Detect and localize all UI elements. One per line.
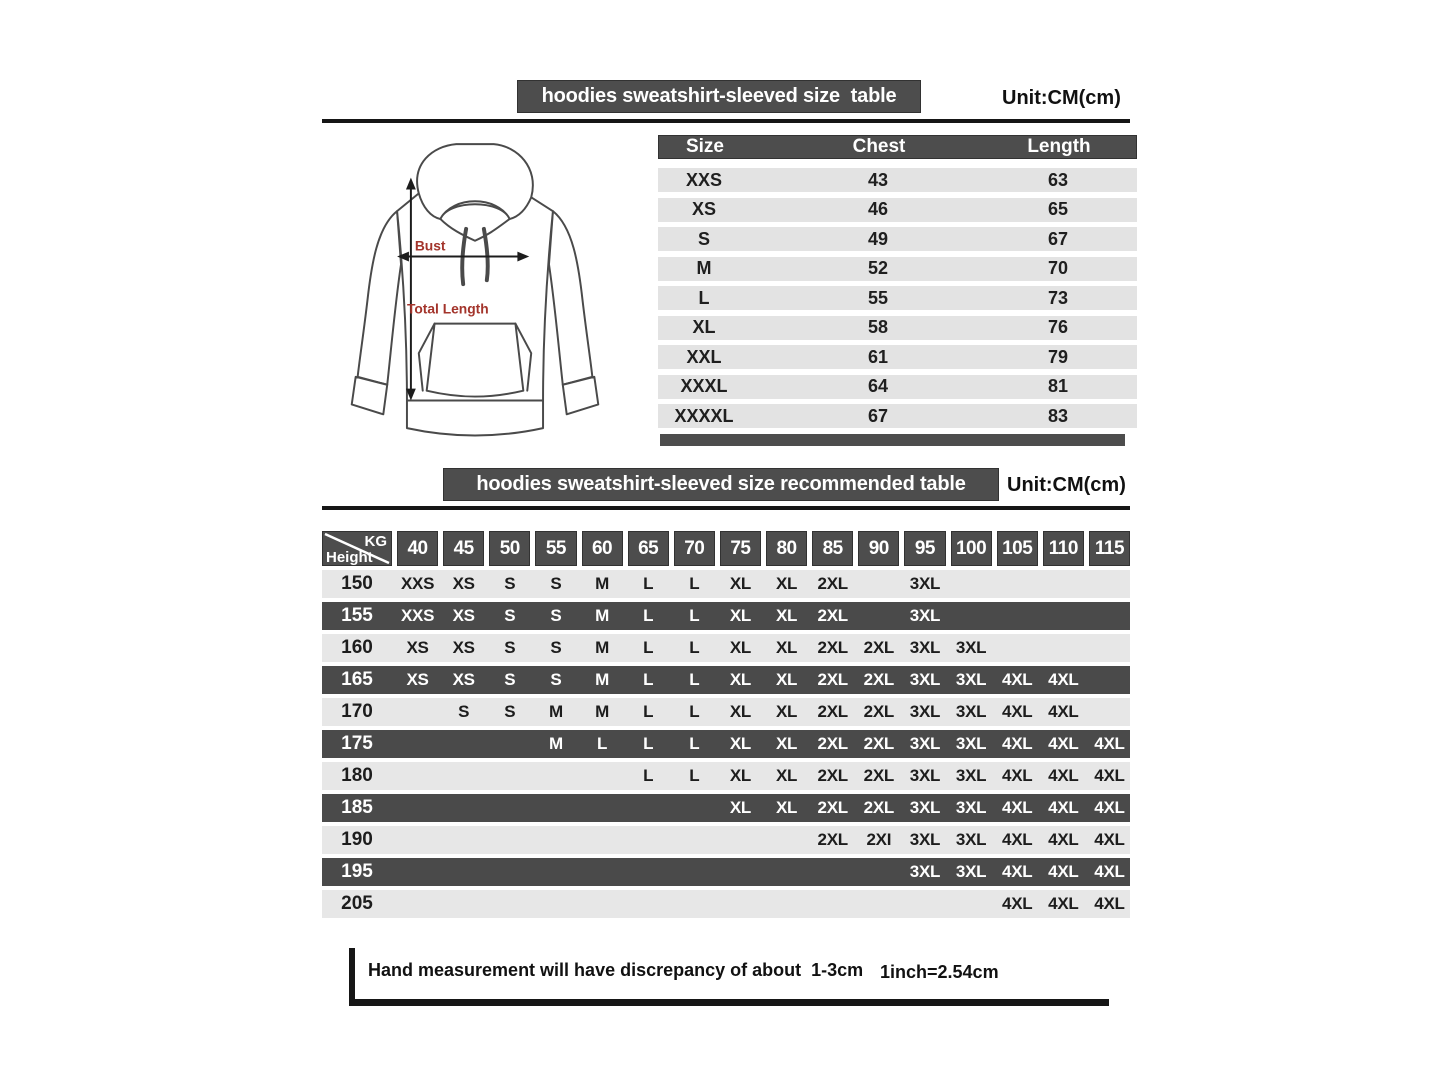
weight-column-header: 70	[674, 531, 715, 566]
height-label: 195	[341, 861, 373, 882]
size-recommendation-cell: S	[504, 670, 516, 689]
chest-cell: 61	[867, 346, 889, 367]
weight-column-header: 95	[904, 531, 945, 566]
hoodie-pocket	[427, 324, 524, 397]
size-recommendation-cell: M	[595, 702, 609, 721]
recommended-table-rows	[322, 570, 1130, 918]
unit-label-bottom: Unit:CM(cm)	[1007, 474, 1126, 496]
weight-column-header: 75	[720, 531, 761, 566]
size-recommendation-cell: L	[689, 670, 700, 689]
size-table-row	[658, 198, 1137, 222]
size-recommendation-cell: 3XL	[909, 798, 941, 817]
size-recommendation-cell: 4XL	[1002, 734, 1033, 753]
size-recommendation-cell: XL	[776, 734, 798, 753]
chest-cell: 58	[867, 317, 889, 337]
size-recommendation-cell: XL	[776, 702, 798, 721]
size-recommendation-cell: L	[643, 702, 654, 721]
size-recommendation-cell: L	[689, 606, 700, 625]
size-table-title: hoodies sweatshirt-sleeved size table	[541, 85, 897, 107]
size-cell: XS	[691, 199, 716, 219]
column-header-length: Length	[1027, 136, 1091, 157]
size-recommendation-cell: 3XL	[955, 734, 987, 753]
size-recommendation-cell: L	[597, 734, 608, 753]
size-recommendation-cell: 3XL	[909, 702, 941, 721]
size-table-row	[658, 168, 1137, 192]
measurement-note: Hand measurement will have discrepancy of about 1-3cm	[368, 960, 864, 980]
size-table-header	[658, 135, 1137, 159]
size-table	[658, 135, 1137, 446]
size-recommendation-cell: S	[550, 606, 562, 625]
size-table-row	[658, 404, 1137, 428]
bust-label: Bust	[414, 238, 446, 254]
size-recommendation-cell: XS	[452, 574, 475, 593]
size-recommendation-cell: 2XL	[863, 734, 894, 753]
size-recommendation-cell: 4XL	[1094, 862, 1125, 881]
size-recommendation-cell: XL	[776, 670, 798, 689]
divider-line-top	[322, 119, 1130, 123]
size-recommendation-cell: L	[689, 574, 700, 593]
hoodie-left-cuff	[352, 377, 388, 414]
size-recommendation-cell: 2XL	[817, 638, 848, 657]
size-recommendation-cell: XS	[452, 638, 475, 657]
recommended-row	[322, 666, 1130, 694]
recommended-row	[322, 602, 1130, 630]
size-table-row	[658, 286, 1137, 310]
chest-cell: 49	[867, 228, 889, 249]
inch-conversion-note: 1inch=2.54cm	[880, 962, 999, 982]
height-label: 150	[341, 573, 373, 594]
recommended-row	[322, 730, 1130, 758]
recommended-row	[322, 634, 1130, 662]
size-recommendation-cell: 2XL	[863, 766, 894, 785]
chest-cell: 67	[867, 405, 889, 426]
size-recommendation-cell: 3XL	[955, 670, 987, 689]
size-table-rows	[658, 168, 1137, 428]
size-recommendation-cell: 4XL	[1048, 670, 1079, 689]
weight-column-header: 65	[628, 531, 669, 566]
size-recommendation-cell: L	[689, 766, 700, 785]
size-recommendation-cell: 4XL	[1002, 830, 1033, 849]
recommended-table	[322, 531, 1130, 918]
height-label: 180	[341, 765, 373, 786]
size-recommendation-cell: M	[549, 702, 563, 721]
weight-column-header: 50	[489, 531, 530, 566]
length-cell: 70	[1047, 258, 1069, 278]
weight-column-header: 100	[951, 531, 992, 566]
size-recommendation-cell: 2XL	[863, 702, 894, 721]
size-recommendation-cell: 4XL	[1002, 670, 1033, 689]
size-recommendation-cell: XL	[776, 574, 798, 593]
corner-kg-label: KG	[364, 533, 387, 550]
size-recommendation-cell: XL	[729, 766, 751, 785]
hoodie-right-cuff	[563, 377, 599, 414]
size-recommendation-cell: XL	[776, 638, 798, 657]
kg-height-corner-cell	[322, 531, 392, 566]
height-label: 185	[341, 797, 373, 818]
footer-left-bar	[349, 948, 355, 1002]
size-recommendation-cell: L	[643, 606, 654, 625]
size-recommendation-cell: L	[643, 574, 654, 593]
size-recommendation-cell: S	[550, 574, 562, 593]
size-recommendation-cell: 3XL	[955, 830, 987, 849]
size-recommendation-cell: XL	[729, 574, 751, 593]
size-recommendation-cell: M	[595, 606, 609, 625]
size-recommendation-cell: XXS	[401, 606, 435, 625]
weight-column-header: 45	[443, 531, 484, 566]
length-cell: 83	[1047, 405, 1069, 426]
size-recommendation-cell: 4XL	[1048, 798, 1079, 817]
size-recommendation-cell: 2XL	[817, 702, 848, 721]
height-label: 160	[341, 637, 373, 658]
hoodie-right-sleeve	[549, 211, 592, 385]
size-recommendation-cell: 4XL	[1048, 894, 1079, 913]
size-recommendation-cell: 4XL	[1002, 798, 1033, 817]
size-recommendation-cell: 4XL	[1002, 894, 1033, 913]
size-recommendation-cell: 4XL	[1002, 766, 1033, 785]
size-recommendation-cell: XL	[729, 670, 751, 689]
recommended-row	[322, 570, 1130, 598]
recommended-row	[322, 794, 1130, 822]
weight-column-header: 115	[1089, 531, 1130, 566]
size-cell: M	[696, 258, 712, 278]
height-label: 205	[341, 893, 373, 914]
hoodie-diagram	[332, 133, 618, 455]
size-recommendation-cell: XS	[452, 670, 475, 689]
hoodie-hem	[407, 401, 543, 436]
size-recommendation-cell: 3XL	[909, 670, 941, 689]
corner-height-label: Height	[326, 549, 373, 566]
recommended-row	[322, 826, 1130, 854]
size-recommendation-cell: S	[550, 670, 562, 689]
hoodie-left-sleeve	[358, 211, 401, 385]
size-recommendation-cell: 3XL	[909, 574, 941, 593]
length-cell: 81	[1047, 376, 1069, 396]
size-table-bottom-bar	[660, 434, 1125, 446]
size-recommendation-cell: XS	[452, 606, 475, 625]
size-recommendation-cell: 2XI	[866, 830, 892, 849]
size-recommendation-cell: 3XL	[909, 638, 941, 657]
column-header-chest: Chest	[852, 136, 906, 157]
size-recommendation-cell: S	[504, 606, 516, 625]
size-table-title-bar	[517, 80, 921, 113]
chest-cell: 52	[867, 258, 889, 278]
chest-cell: 43	[867, 169, 889, 190]
size-recommendation-cell: 3XL	[909, 606, 941, 625]
size-recommendation-cell: XL	[729, 702, 751, 721]
size-recommendation-cell: 4XL	[1048, 830, 1079, 849]
size-recommendation-cell: 3XL	[909, 862, 941, 881]
unit-label-top: Unit:CM(cm)	[1002, 87, 1121, 109]
weight-column-header: 80	[766, 531, 807, 566]
size-recommendation-cell: 4XL	[1094, 830, 1125, 849]
size-recommendation-cell: M	[549, 734, 563, 753]
size-recommendation-cell: L	[689, 734, 700, 753]
size-cell: XXL	[686, 346, 722, 367]
size-recommendation-cell: 4XL	[1094, 798, 1125, 817]
size-recommendation-cell: 4XL	[1094, 894, 1125, 913]
size-recommendation-cell: 3XL	[909, 734, 941, 753]
size-recommendation-cell: L	[689, 638, 700, 657]
size-recommendation-cell: S	[504, 702, 516, 721]
size-recommendation-cell: S	[550, 638, 562, 657]
size-recommendation-cell: 3XL	[909, 830, 941, 849]
size-recommendation-cell: XL	[729, 798, 751, 817]
size-cell: XXXL	[680, 376, 728, 396]
size-recommendation-cell: 4XL	[1048, 766, 1079, 785]
total-length-label: Total Length	[406, 301, 489, 317]
size-recommendation-cell: 4XL	[1048, 702, 1079, 721]
size-recommendation-cell: 2XL	[863, 638, 894, 657]
size-recommendation-cell: L	[643, 638, 654, 657]
size-recommendation-cell: L	[689, 702, 700, 721]
size-recommendation-cell: 2XL	[817, 606, 848, 625]
length-cell: 63	[1047, 169, 1069, 190]
size-recommendation-cell: 3XL	[955, 638, 987, 657]
recommended-row	[322, 762, 1130, 790]
size-recommendation-cell: 2XL	[817, 574, 848, 593]
height-label: 175	[341, 733, 373, 754]
size-recommendation-cell: XXS	[401, 574, 435, 593]
size-table-row	[658, 375, 1137, 399]
size-recommendation-cell: XL	[776, 798, 798, 817]
size-cell: XXS	[685, 169, 723, 190]
weight-column-header: 55	[535, 531, 576, 566]
size-recommendation-cell: 2XL	[863, 670, 894, 689]
chest-cell: 55	[867, 287, 889, 308]
height-label: 165	[341, 669, 373, 690]
size-recommendation-cell: L	[643, 766, 654, 785]
size-recommendation-cell: M	[595, 574, 609, 593]
length-cell: 67	[1047, 228, 1069, 249]
size-recommendation-cell: 3XL	[955, 766, 987, 785]
size-table-row	[658, 227, 1137, 251]
size-recommendation-cell: 4XL	[1002, 702, 1033, 721]
chest-cell: 64	[867, 376, 889, 396]
chest-cell: 46	[867, 199, 889, 219]
weight-column-header: 85	[812, 531, 853, 566]
recommended-table-title: hoodies sweatshirt-sleeved size recommended table	[476, 473, 966, 495]
weight-column-header: 105	[997, 531, 1038, 566]
weight-column-header: 40	[397, 531, 438, 566]
recommended-row	[322, 698, 1130, 726]
size-recommendation-cell: 4XL	[1094, 766, 1125, 785]
size-recommendation-cell: XL	[729, 606, 751, 625]
size-table-row	[658, 345, 1137, 369]
size-recommendation-cell: 3XL	[955, 702, 987, 721]
size-recommendation-cell: XL	[776, 606, 798, 625]
size-recommendation-cell: XL	[729, 638, 751, 657]
size-recommendation-cell: 2XL	[817, 798, 848, 817]
size-cell: XXXXL	[674, 405, 734, 426]
divider-line-bottom	[322, 506, 1130, 510]
size-recommendation-cell: S	[504, 638, 516, 657]
size-recommendation-cell: 2XL	[817, 830, 848, 849]
weight-column-header: 90	[858, 531, 899, 566]
recommended-table-title-bar	[443, 468, 999, 501]
size-recommendation-cell: XS	[406, 670, 429, 689]
height-label: 170	[341, 701, 373, 722]
height-label: 155	[341, 605, 373, 626]
size-recommendation-cell: 3XL	[955, 798, 987, 817]
length-cell: 76	[1047, 317, 1069, 337]
recommended-row	[322, 890, 1130, 918]
recommended-table-header	[322, 531, 1130, 566]
size-recommendation-cell: L	[643, 670, 654, 689]
size-table-row	[658, 316, 1137, 340]
size-recommendation-cell: S	[504, 574, 516, 593]
height-label: 190	[341, 829, 373, 850]
size-recommendation-cell: L	[643, 734, 654, 753]
length-cell: 79	[1047, 346, 1069, 367]
size-recommendation-cell: 3XL	[909, 766, 941, 785]
length-cell: 65	[1047, 199, 1069, 219]
size-cell: XL	[692, 317, 716, 337]
size-recommendation-cell: XS	[406, 638, 429, 657]
size-recommendation-cell: 2XL	[817, 766, 848, 785]
size-recommendation-cell: 2XL	[817, 734, 848, 753]
size-cell: S	[697, 228, 710, 249]
size-recommendation-cell: XL	[729, 734, 751, 753]
size-recommendation-cell: M	[595, 670, 609, 689]
column-header-size: Size	[685, 136, 725, 157]
size-recommendation-cell: S	[458, 702, 470, 721]
size-table-row	[658, 257, 1137, 281]
length-cell: 73	[1047, 287, 1069, 308]
size-recommendation-cell: 4XL	[1048, 862, 1079, 881]
size-recommendation-cell: 4XL	[1048, 734, 1079, 753]
size-cell: L	[698, 287, 710, 308]
size-recommendation-cell: 2XL	[863, 798, 894, 817]
weight-column-header: 110	[1043, 531, 1084, 566]
size-recommendation-cell: 3XL	[955, 862, 987, 881]
size-recommendation-cell: XL	[776, 766, 798, 785]
footer-underline	[349, 999, 1109, 1006]
size-recommendation-cell: 2XL	[817, 670, 848, 689]
size-recommendation-cell: 4XL	[1094, 734, 1125, 753]
weight-column-header: 60	[582, 531, 623, 566]
recommended-row	[322, 858, 1130, 886]
size-recommendation-cell: M	[595, 638, 609, 657]
size-recommendation-cell: 4XL	[1002, 862, 1033, 881]
